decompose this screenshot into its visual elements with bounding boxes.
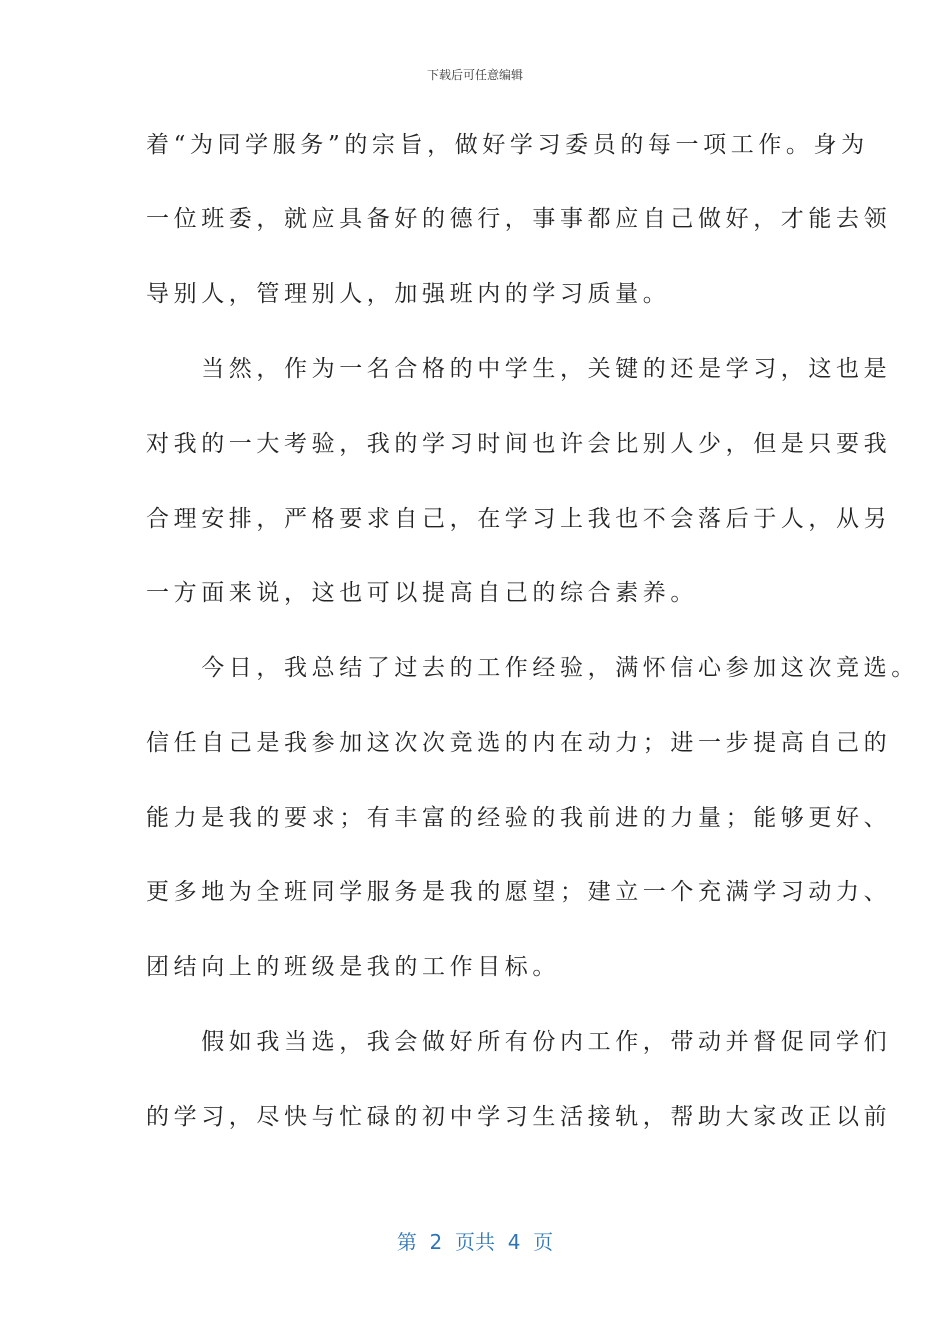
page-header-note: 下载后可任意编辑 (426, 68, 523, 82)
page-number-footer: 第 2 页共 4 页 (396, 1230, 554, 1254)
body-text-line: 更多地为全班同学服务是我的愿望；建立一个充满学习动力、 (146, 879, 892, 905)
body-text-line: 合理安排，严格要求自己，在学习上我也不会落后于人，从另 (146, 506, 892, 532)
body-text-line: 信任自己是我参加这次次竞选的内在动力；进一步提高自己的 (146, 730, 892, 756)
body-text-line: 一方面来说，这也可以提高自己的综合素养。 (146, 580, 698, 606)
body-text-line: 假如我当选，我会做好所有份内工作，带动并督促同学们 (146, 1029, 892, 1055)
body-text-line: 导别人，管理别人，加强班内的学习质量。 (146, 281, 671, 307)
body-text-line: 一位班委，就应具备好的德行，事事都应自己做好，才能去领 (146, 206, 892, 232)
body-text-line: 团结向上的班级是我的工作目标。 (146, 954, 560, 980)
body-text-line: 能力是我的要求；有丰富的经验的我前进的力量；能够更好、 (146, 805, 892, 831)
body-text-line: 当然，作为一名合格的中学生，关键的还是学习，这也是 (146, 356, 892, 382)
body-text-line: 今日，我总结了过去的工作经验，满怀信心参加这次竞选。 (146, 655, 919, 681)
body-text-line: 对我的一大考验，我的学习时间也许会比别人少，但是只要我 (146, 431, 892, 457)
body-text-line: 的学习，尽快与忙碌的初中学习生活接轨，帮助大家改正以前 (146, 1104, 892, 1130)
body-text-line: 着“为同学服务”的宗旨，做好学习委员的每一项工作。身为 (146, 132, 869, 158)
